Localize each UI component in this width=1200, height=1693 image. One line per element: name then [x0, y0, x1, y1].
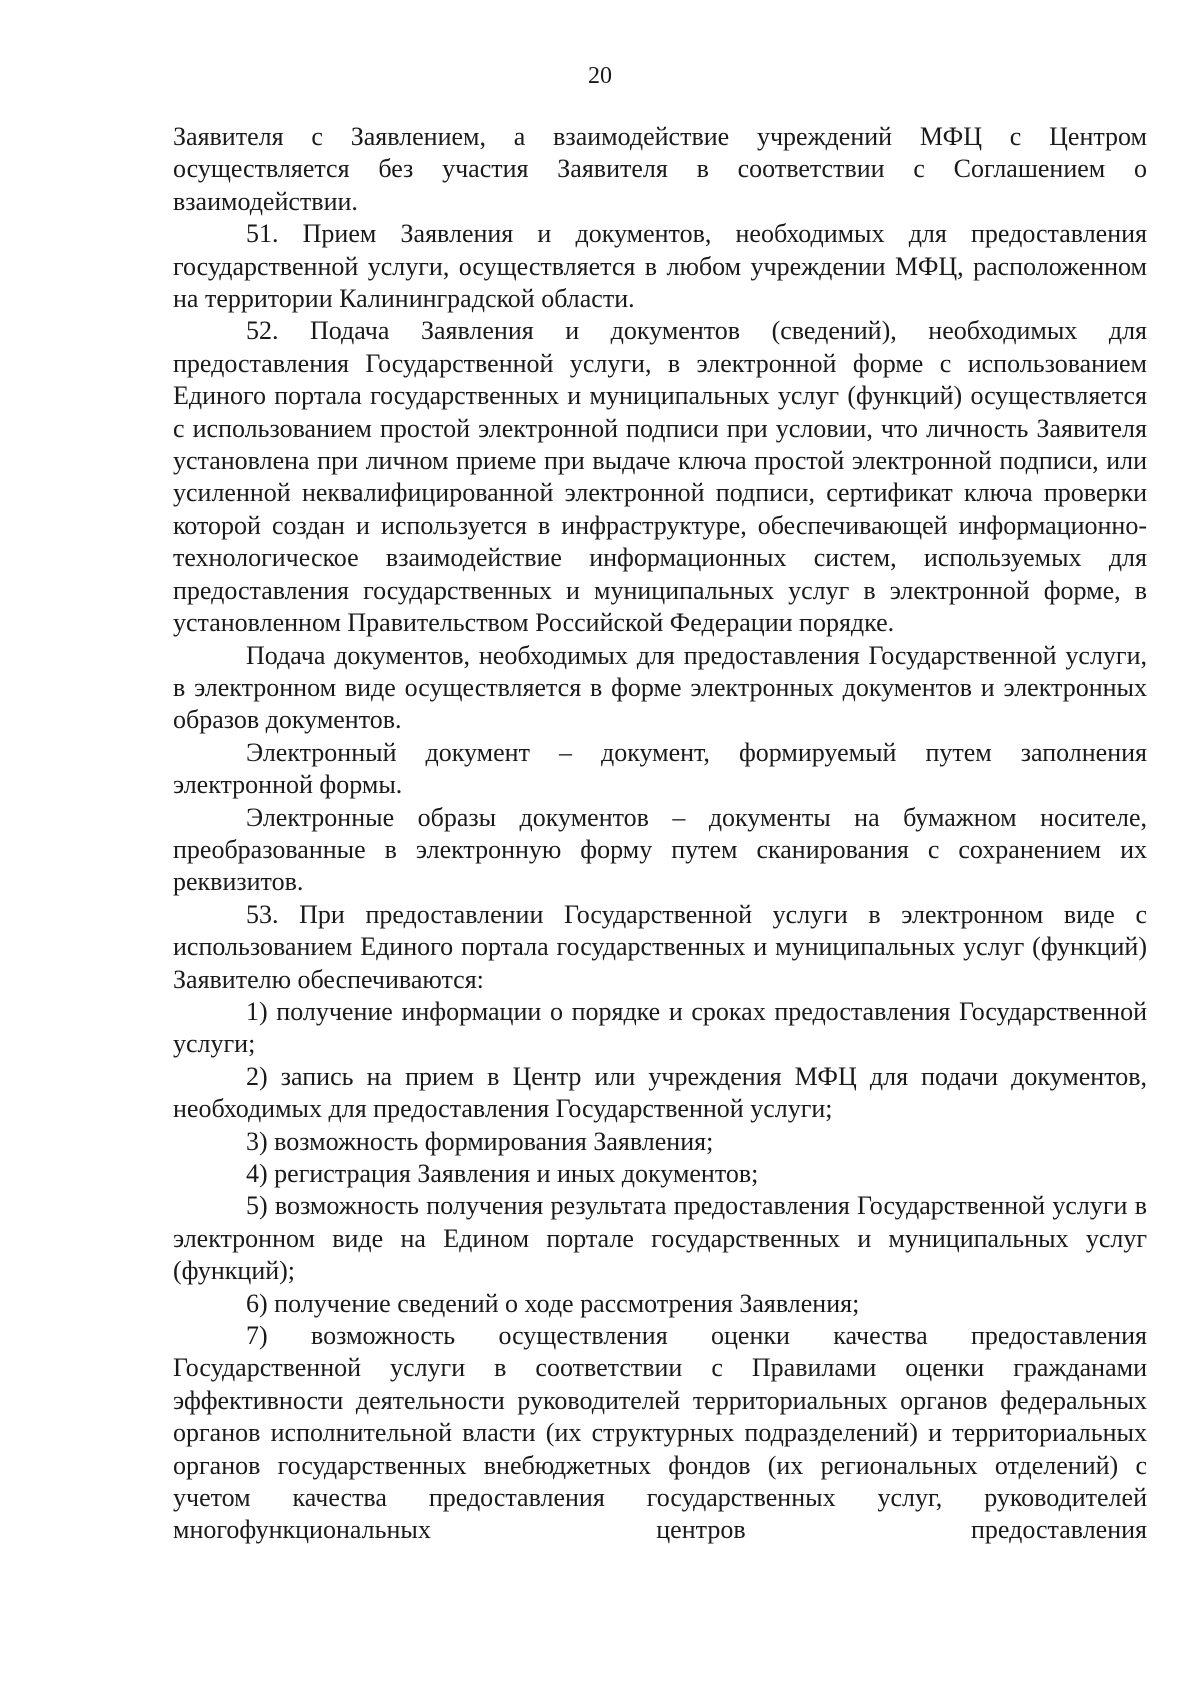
paragraph-53: 53. При предоставлении Государственной услуги в электронном виде с использованием Единого портала государственных и муниципальных услуг (функций) Заявителю обеспечиваются:: [173, 899, 1147, 994]
list-item-7: 7) возможность осуществления оценки качества предоставления Государственной услуги в соответствии с Правилами оценки гражданами эффективности деятельности руководителей территориальных органов федеральных органов исполнительной власти (их структурных подразделений) и территориальных органов государственных внебюджетных фондов (их региональных отделений) с учетом качества предоставления государственных услуг, руководителей многофункциональных центров предоставления: [173, 1321, 1147, 1545]
paragraph-electronic-images: Электронные образы документов – документы на бумажном носителе, преобразованные в электронную форму путем сканирования с сохранением их реквизитов.: [173, 802, 1147, 897]
list-item-1: 1) получение информации о порядке и сроках предоставления Государственной услуги;: [173, 996, 1147, 1059]
page-number: 20: [588, 63, 612, 89]
paragraph-52: 52. Подача Заявления и документов (сведений), необходимых для предоставления Государственной услуги, в электронной форме с использованием Единого портала государственных и муниципальных услуг (функций) осуществляется с использованием простой электронной подписи при условии, что личность Заявителя установлена при личном приеме при выдаче ключа простой электронной подписи, или усиленной неквалифицированной электронной подписи, сертификат ключа проверки которой создан и используется в инфраструктуре, обеспечивающей информационно-технологическое взаимодействие информационных систем, используемых для предоставления государственных и муниципальных услуг в электронной форме, в установленном Правительством Российской Федерации порядке.: [173, 316, 1147, 638]
list-item-3: 3) возможность формирования Заявления;: [246, 1126, 714, 1156]
list-item-5: 5) возможность получения результата предоставления Государственной услуги в электронном виде на Едином портале государственных и муниципальных услуг (функций);: [173, 1191, 1147, 1286]
paragraph-document-submission: Подача документов, необходимых для предоставления Государственной услуги, в электронном виде осуществляется в форме электронных документов и электронных образов документов.: [173, 640, 1147, 735]
paragraph-51: 51. Прием Заявления и документов, необходимых для предоставления государственной услуги, осуществляется в любом учреждении МФЦ, расположенном на территории Калининградской области.: [173, 219, 1147, 314]
paragraph-electronic-document: Электронный документ – документ, формируемый путем заполнения электронной формы.: [173, 737, 1147, 800]
paragraph-continuation: Заявителя с Заявлением, а взаимодействие учреждений МФЦ с Центром осуществляется без участия Заявителя в соответствии с Соглашением о взаимодействии.: [173, 122, 1147, 216]
list-item-4: 4) регистрация Заявления и иных документов;: [246, 1159, 759, 1188]
list-item-2: 2) запись на прием в Центр или учреждения МФЦ для подачи документов, необходимых для предоставления Государственной услуги;: [173, 1061, 1147, 1124]
list-item-6: 6) получение сведений о ходе рассмотрения Заявления;: [246, 1288, 860, 1318]
document-body: [173, 121, 1147, 1547]
